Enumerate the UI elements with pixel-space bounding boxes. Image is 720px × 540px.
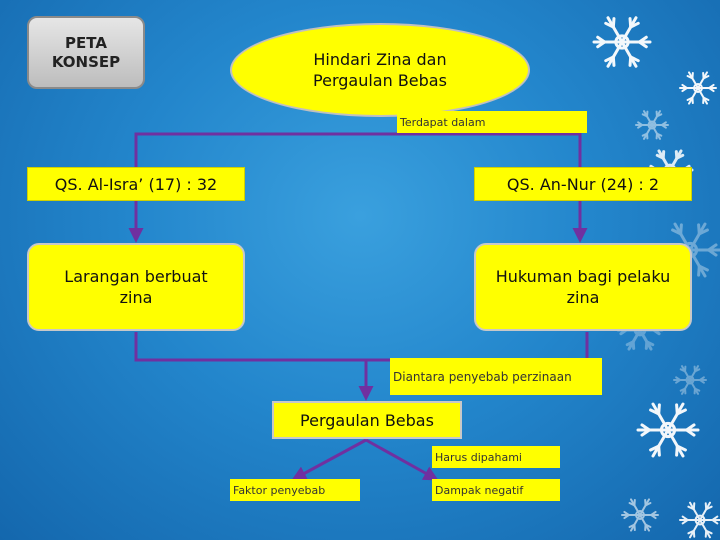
label-terdapat-dalam: Terdapat dalam — [397, 111, 587, 133]
peta-konsep-title: PETA KONSEP — [27, 16, 145, 89]
label-harus-dipahami: Harus dipahami — [432, 446, 560, 468]
main-topic-ellipse: Hindari Zina dan Pergaulan Bebas — [230, 23, 530, 117]
pergaulan-bebas-box: Pergaulan Bebas — [272, 401, 462, 439]
verse-right-box: QS. An-Nur (24) : 2 — [474, 167, 692, 201]
content-right-box: Hukuman bagi pelaku zina — [474, 243, 692, 331]
connector-to-faktor — [294, 440, 366, 479]
connector-bottom-bracket — [136, 332, 587, 360]
verse-left-box: QS. Al-Isra’ (17) : 32 — [27, 167, 245, 201]
factor-right-box: Dampak negatif — [432, 479, 560, 501]
connector-to-dampak — [366, 440, 436, 479]
content-left-box: Larangan berbuat zina — [27, 243, 245, 331]
label-penyebab: Diantara penyebab perzinaan — [390, 358, 602, 395]
factor-left-box: Faktor penyebab — [230, 479, 360, 501]
